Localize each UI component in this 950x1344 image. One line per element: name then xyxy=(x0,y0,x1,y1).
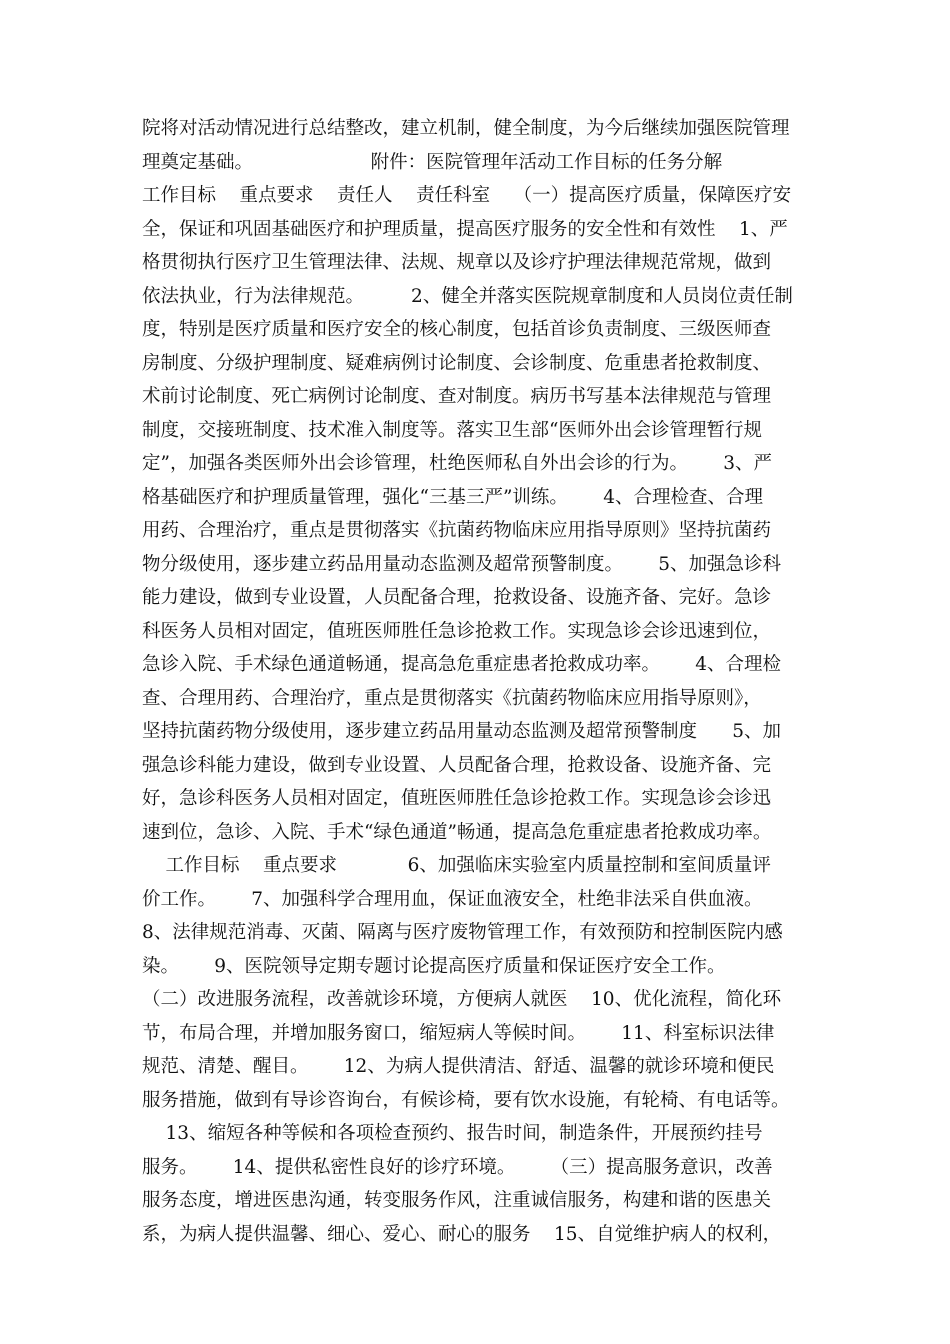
text-line: 13、缩短各种等候和各项检查预约、报告时间，制造条件，开展预约挂号 xyxy=(142,1123,763,1144)
text-line: 规范、清楚、醒目。 12、为病人提供清洁、舒适、温馨的就诊环境和便民 xyxy=(142,1056,775,1077)
text-line: 8、法律规范消毒、灭菌、隔离与医疗废物管理工作，有效预防和控制医院内感 xyxy=(142,922,783,943)
text-line: 房制度、分级护理制度、疑难病例讨论制度、会诊制度、危重患者抢救制度、 xyxy=(142,352,772,374)
text-line: 好，急诊科医务人员相对固定，值班医师胜任急诊抢救工作。实现急诊会诊迅 xyxy=(142,788,772,809)
text-line: 依法执业，行为法律规范。 2、健全并落实医院规章制度和人员岗位责任制 xyxy=(142,285,793,307)
text-line: 速到位，急诊、入院、手术“绿色通道”畅通，提高急危重症患者抢救成功率。 xyxy=(142,821,772,843)
text-line: 度，特别是医疗质量和医疗安全的核心制度，包括首诊负责制度、三级医师查 xyxy=(142,319,772,340)
text-line: 制度，交接班制度、技术准入制度等。落实卫生部“医师外出会诊管理暂行规 xyxy=(142,419,762,441)
text-line: （二）改进服务流程，改善就诊环境，方便病人就医 10、优化流程，简化环 xyxy=(142,989,782,1010)
text-line: 服务措施，做到有导诊咨询台，有候诊椅，要有饮水设施，有轮椅、有电话等。 xyxy=(142,1089,790,1111)
text-line: 定”，加强各类医师外出会诊管理，杜绝医师私自外出会诊的行为。 3、严 xyxy=(142,453,773,474)
text-line: 服务态度，增进医患沟通，转变服务作风，注重诚信服务，构建和谐的医患关 xyxy=(142,1190,772,1211)
text-line: 院将对活动情况进行总结整改，建立机制，健全制度，为今后继续加强医院管理 xyxy=(142,118,790,139)
text-line: 染。 9、医院领导定期专题讨论提高医疗质量和保证医疗安全工作。 xyxy=(142,955,726,977)
text-line: 坚持抗菌药物分级使用，逐步建立药品用量动态监测及超常预警制度 5、加 xyxy=(142,721,782,742)
text-line: 用药、合理治疗，重点是贯彻落实《抗菌药物临床应用指导原则》坚持抗菌药 xyxy=(142,520,772,541)
text-line: 工作目标 重点要求 6、加强临床实验室内质量控制和室间质量评 xyxy=(142,855,771,876)
text-line: 系，为病人提供温馨、细心、爱心、耐心的服务 15、自觉维护病人的权利， xyxy=(142,1223,782,1245)
text-line: 工作目标 重点要求 责任人 责任科室 （一）提高医疗质量，保障医疗安 xyxy=(142,185,792,206)
text-line: 术前讨论制度、死亡病例讨论制度、查对制度。病历书写基本法律规范与管理 xyxy=(142,386,772,407)
text-line: 价工作。 7、加强科学合理用血，保证血液安全，杜绝非法采自供血液。 xyxy=(142,888,763,910)
document-body xyxy=(142,112,812,1251)
text-line: 查、合理用药、合理治疗，重点是贯彻落实《抗菌药物临床应用指导原则》， xyxy=(142,687,762,709)
text-line: 全，保证和巩固基础医疗和护理质量，提高医疗服务的安全性和有效性 1、严 xyxy=(142,218,788,240)
text-line: 格基础医疗和护理质量管理，强化“三基三严”训练。 4、合理检查、合理 xyxy=(142,486,763,508)
text-line: 格贯彻执行医疗卫生管理法律、法规、规章以及诊疗护理法律规范常规，做到 xyxy=(142,252,772,273)
text-line: 强急诊科能力建设，做到专业设置、人员配备合理，抢救设备、设施齐备、完 xyxy=(142,754,772,776)
text-line: 急诊入院、手术绿色通道畅通，提高急危重症患者抢救成功率。 4、合理检 xyxy=(142,654,782,675)
text-line: 物分级使用，逐步建立药品用量动态监测及超常预警制度。 5、加强急诊科 xyxy=(142,553,782,575)
text-line: 科医务人员相对固定，值班医师胜任急诊抢救工作。实现急诊会诊迅速到位， xyxy=(142,620,772,642)
text-line: 服务。 14、提供私密性良好的诊疗环境。 （三）提高服务意识，改善 xyxy=(142,1156,773,1178)
text-line: 能力建设，做到专业设置，人员配备合理，抢救设备、设施齐备、完好。急诊 xyxy=(142,587,772,608)
text-line: 节，布局合理，并增加服务窗口，缩短病人等候时间。 11、科室标识法律 xyxy=(142,1022,775,1044)
text-line: 理奠定基础。 附件：医院管理年活动工作目标的任务分解 xyxy=(142,151,723,173)
